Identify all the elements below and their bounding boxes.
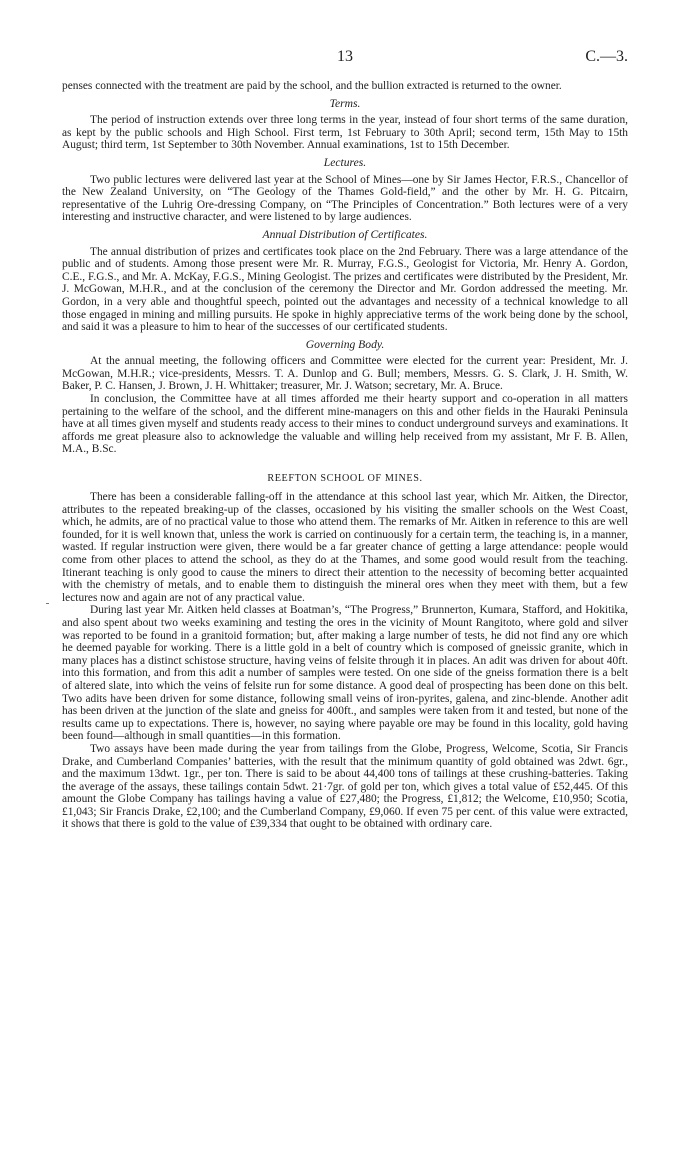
page-number: 13	[337, 48, 353, 65]
section-heading-lectures: Lectures.	[323, 155, 367, 169]
paragraph: During last year Mr. Aitken held classes at Boatman’s, “The Progress,” Brunnerton, Kumara, Stafford, and Hokitika, and also spent about two weeks examining and testing the ores in the vicinity of Mount Rangitoto, where gold and silver was reported to be found in a granitoid formation; but, after making a large number of tests, he did not find any ore which he deemed payable for working. There is a little gold in a belt of country which is composed of gneissic granite, which in many places has a distinct schistose structure, having veins of felsite through it in places. An adit was driven for about 40ft. into this formation, and from this adit a number of samples were tested. On one side of the gneiss formation there is a belt of altered slate, into which the veins of felsite run for some distance. A good deal of prospecting has been done on this belt. Two adits have been driven for some distance, following small veins of iron-pyrites, galena, and zinc-blende. Another adit has been driven at the junction of the slate and gneiss for 400ft., and samples were taken from it and tested, but none of the results came up to expectations. There is, however, no saying where payable ore may be found in this locality, gold having been found—although in small quantities—in this formation.	[62, 604, 628, 743]
paragraph: The annual distribution of prizes and certificates took place on the 2nd February. There was a large attendance of the public and of students. Among those present were Mr. R. Murray, F.G.S., Geologist for Victoria, Mr. Henry A. Gordon, C.E., F.G.S., and Mr. A. McKay, F.G.S., Mining Geologist. The prizes and certificates were distributed by the President, Mr. J. McGowan, M.H.R., and at the conclusion of the ceremony the Director and Mr. Gordon addressed the meeting. Mr. Gordon, in a very able and thoughtful speech, pointed out the advantages and necessity of a technical knowledge to all those engaged in mining and milling pursuits. He spoke in highly appreciative terms of the work being done by the school, and said it was a pleasure to him to hear of the successes of our certificated students.	[62, 245, 628, 334]
paragraph: penses connected with the treatment are paid by the school, and the bullion extracted is returned to the owner.	[62, 80, 562, 92]
paragraph: At the annual meeting, the following officers and Committee were elected for the current year: President, Mr. J. McGowan, M.H.R.; vice-presidents, Messrs. T. A. Dunlop and G. Bull; members, Messrs. G. S. Clark, J. H. Smith, W. Baker, P. C. Hansen, J. Brown, J. H. Whittaker; treasurer, Mr. J. Watson; secretary, Mr. A. Bruce.	[62, 355, 628, 393]
section-heading-certificates: Annual Distribution of Certificates.	[262, 227, 428, 241]
page-header	[62, 48, 628, 70]
paragraph: The period of instruction extends over three long terms in the year, instead of four short terms of the same duration, as kept by the public schools and High School. First term, 1st February to 30th April; second term, 15th May to 15th August; third term, 1st September to 30th November. Annual examinations, 1st to 15th December.	[62, 114, 628, 152]
section-title-reefton: REEFTON SCHOOL OF MINES.	[267, 473, 423, 485]
paragraph: Two assays have been made during the year from tailings from the Globe, Progress, Welcome, Scotia, Sir Francis Drake, and Cumberland Companies’ batteries, with the result that the minimum quantity of gold obtained was 2dwt. 6gr., and the maximum 13dwt. 1gr., per ton. There is said to be about 44,400 tons of tailings at these crushing-batteries. Taking the average of the assays, these tailings contain 5dwt. 21·7gr. of gold per ton, which gives a total value of £52,445. Of this amount the Globe Company has tailings having a value of £27,480; the Progress, £1,812; the Welcome, £10,950; Scotia, £1,043; Sir Francis Drake, £2,100; and the Cumberland Company, £9,060. If even 75 per cent. of this value were extracted, it shows that there is gold to the value of £39,334 that ought to be obtained with ordinary care.	[62, 742, 628, 831]
paragraph: There has been a considerable falling-off in the attendance at this school last year, which Mr. Aitken, the Director, attributes to the repeated breaking-up of the classes, occasioned by his visiting the smaller schools on the West Coast, which, he admits, are of no practical value to those who attend them. The remarks of Mr. Aitken in reference to this are well founded, for it is well known that, unless the work is carried on continuously for a certain term, the teaching is, in a manner, wasted. If regular instruction were given, there would be a far greater chance of getting a large attendance: people would come from other places to attend the school, as they do at the Thames, and some good would result from the teaching. Itinerant teaching is only good to cause the miners to direct their attention to the necessity of becoming better acquainted with the chemistry of metals, and to enable them to distinguish the mineral ores when they meet with them, but a few lectures now and again are not of any practical value.	[62, 491, 628, 604]
margin-mark	[46, 603, 49, 604]
document-body	[62, 80, 628, 831]
section-heading-terms: Terms.	[329, 96, 361, 110]
section-heading-governing-body: Governing Body.	[305, 337, 385, 351]
paragraph: In conclusion, the Committee have at all times afforded me their hearty support and co-operation in all matters pertaining to the welfare of the school, and the different mine-managers on this and other fields in the Hauraki Peninsula have at all times given myself and students ready access to their mines to conduct underground surveys and examinations. It affords me great pleasure also to acknowledge the valuable and willing help received from my assistant, Mr F. B. Allen, M.A., B.Sc.	[62, 393, 629, 456]
paragraph: Two public lectures were delivered last year at the School of Mines—one by Sir James Hector, F.R.S., Chancellor of the New Zealand University, on “The Geology of the Thames Gold-field,” and the other by Mr. H. G. Pitcairn, representative of the Luhrig Ore-dressing Company, on “The Principles of Concentration.” Both lectures were of a very interesting and instructive character, and were listened to by large audiences.	[62, 173, 628, 224]
document-code: C.—3.	[585, 48, 628, 65]
